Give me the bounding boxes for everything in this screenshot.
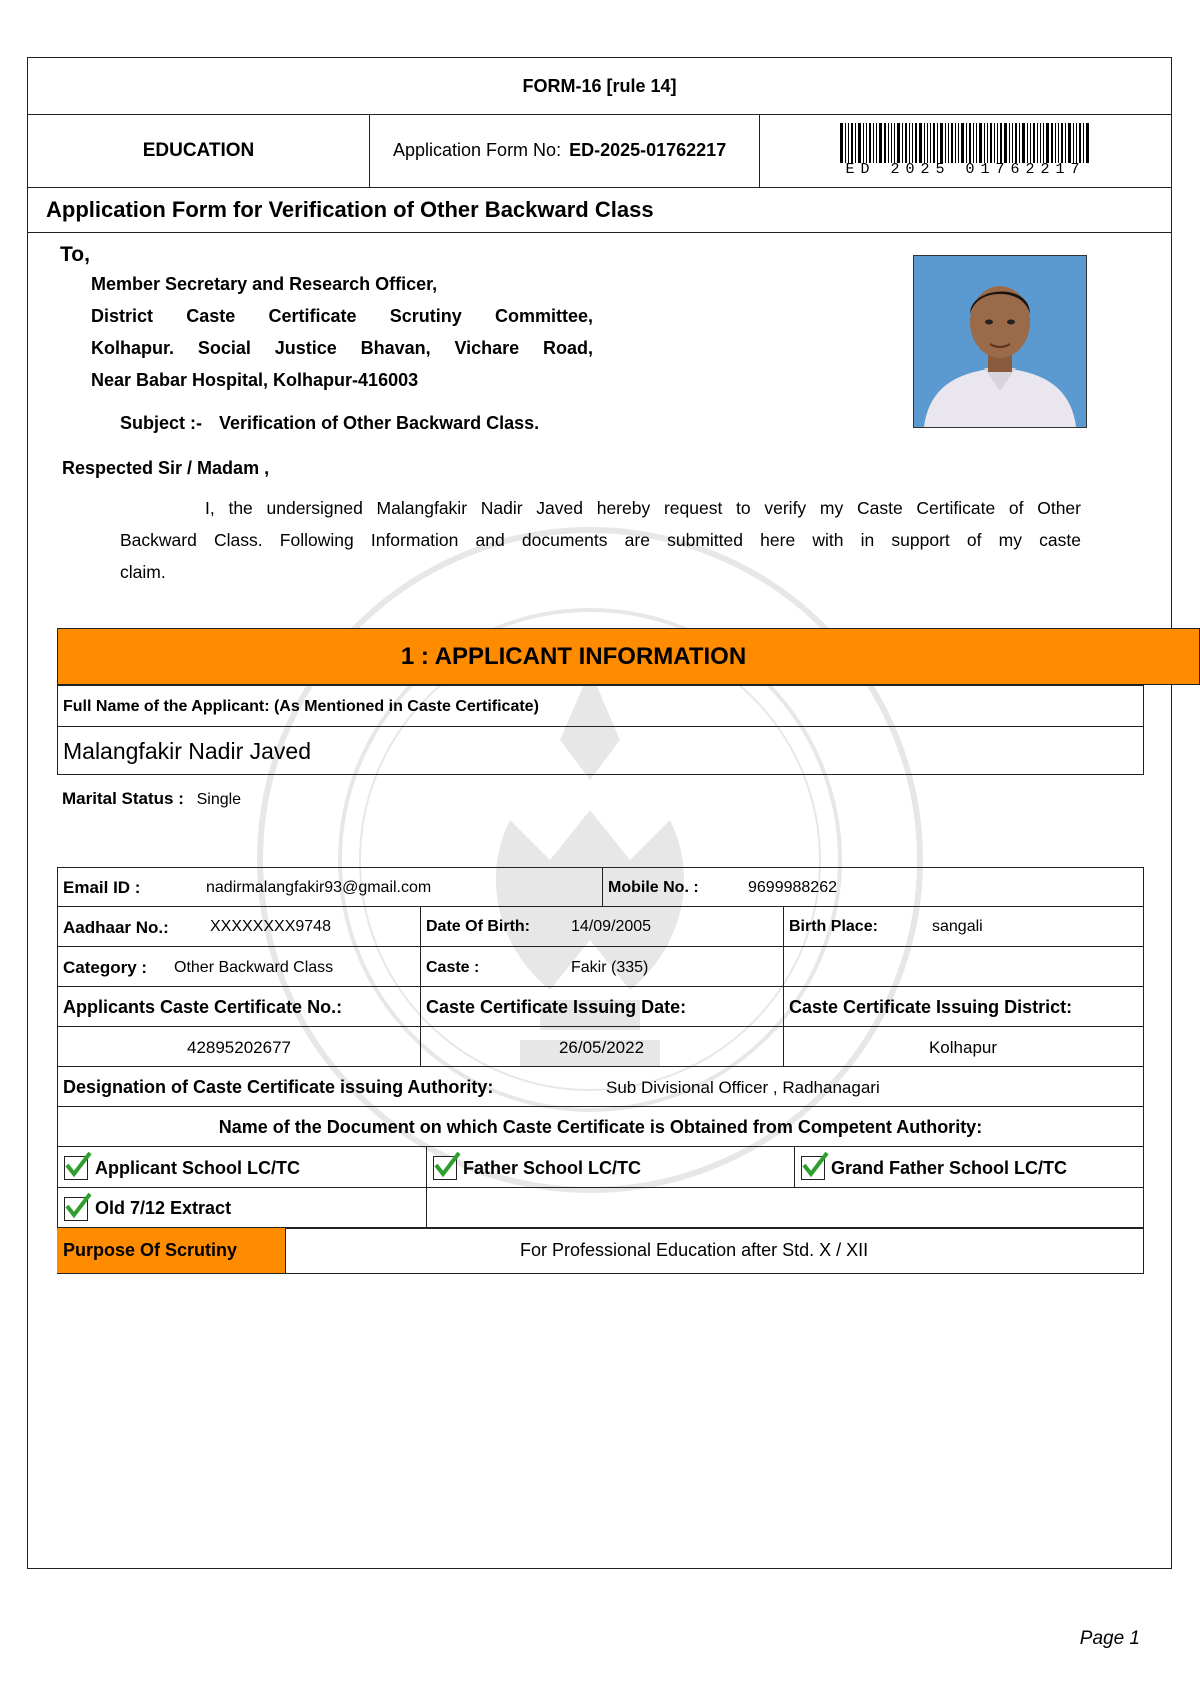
address-line: Near Babar Hospital, Kolhapur-416003 <box>91 370 419 390</box>
barcode-bar <box>984 123 985 163</box>
barcode-bar <box>1037 123 1038 163</box>
barcode-bar <box>840 123 843 163</box>
subject-line <box>120 413 539 434</box>
checkmark-icon <box>63 1190 93 1220</box>
barcode-bar <box>1068 123 1071 163</box>
page-number: Page 1 <box>1079 1628 1140 1649</box>
barcode-bar <box>884 123 886 163</box>
barcode-bar <box>966 123 967 163</box>
barcode-bar <box>1083 123 1084 163</box>
document-label: Applicant School LC/TC <box>95 1158 300 1178</box>
barcode-bar <box>1076 123 1077 163</box>
address-line: Kolhapur. Social Justice Bhavan, Vichare Road, <box>91 338 593 358</box>
barcode-bar <box>937 123 938 163</box>
address-line: District Caste Certificate Scrutiny Committee, <box>91 306 593 326</box>
barcode-bar <box>990 123 992 163</box>
barcode-bar <box>933 123 935 163</box>
birth-place-label: Birth Place: <box>789 918 878 935</box>
barcode-bar <box>1051 123 1053 163</box>
certificate-number-label: Applicants Caste Certificate No.: <box>63 997 343 1017</box>
barcode-bar <box>873 123 874 163</box>
barcode-bar <box>902 123 903 163</box>
barcode-bar <box>869 123 871 163</box>
barcode-bar <box>897 123 900 163</box>
letter-body-line: Backward Class. Following Information and documents are submitted here with in support of my caste <box>120 530 1081 550</box>
marital-status-label: Marital Status : <box>62 789 184 808</box>
letter-body <box>120 492 1081 588</box>
caste-label: Caste : <box>426 959 480 976</box>
barcode-bars <box>840 123 1091 163</box>
barcode-bar <box>1030 123 1031 163</box>
checkmark-icon <box>432 1149 462 1179</box>
documents-row-2 <box>57 1187 1144 1228</box>
checkbox-grandfather-school-lc[interactable] <box>801 1156 825 1180</box>
barcode-bar <box>1040 123 1041 163</box>
barcode-bar <box>930 123 931 163</box>
certificate-values-row <box>57 1026 1144 1067</box>
barcode-bar <box>1004 123 1007 163</box>
document-label: Old 7/12 Extract <box>95 1198 232 1218</box>
barcode-bar <box>1043 123 1044 163</box>
barcode-bar <box>1065 123 1066 163</box>
dob-value: 14/09/2005 <box>571 918 652 935</box>
barcode-bar <box>948 123 949 163</box>
barcode-bar <box>888 123 889 163</box>
document-label: Grand Father School LC/TC <box>831 1158 1068 1178</box>
marital-status-value: Single <box>196 791 242 808</box>
barcode-bar <box>1015 123 1017 163</box>
purpose-label: Purpose Of Scrutiny <box>57 1228 286 1273</box>
barcode-bar <box>955 123 956 163</box>
full-name-label-cell <box>57 685 1144 727</box>
checkmark-icon <box>63 1149 93 1179</box>
birth-place-value: sangali <box>932 918 983 935</box>
barcode-bar <box>866 123 867 163</box>
subject-text: Verification of Other Backward Class. <box>219 413 540 433</box>
barcode-bar <box>876 123 877 163</box>
barcode-bar <box>1012 123 1013 163</box>
authority-row <box>57 1066 1144 1107</box>
checkbox-father-school-lc[interactable] <box>433 1156 457 1180</box>
barcode-bar <box>961 123 964 163</box>
checkbox-applicant-school-lc[interactable] <box>64 1156 88 1180</box>
applicant-photo <box>913 255 1087 428</box>
document-label: Father School LC/TC <box>463 1158 642 1178</box>
authority-value: Sub Divisional Officer , Radhanagari <box>606 1078 880 1097</box>
certificate-date-value: 26/05/2022 <box>558 1038 645 1057</box>
barcode-text: ED 2025 01762217 <box>845 161 1086 178</box>
barcode-bar <box>1086 123 1089 163</box>
category-label: Category : <box>63 958 148 977</box>
barcode-bar <box>987 123 988 163</box>
form-title: FORM-16 [rule 14] <box>28 58 1171 115</box>
mobile-label: Mobile No. : <box>608 879 699 896</box>
email-mobile-row <box>57 867 1144 907</box>
barcode-bar <box>1058 123 1059 163</box>
barcode-bar <box>905 123 907 163</box>
barcode-bar <box>997 123 998 163</box>
email-value: nadirmalangfakir93@gmail.com <box>206 879 432 896</box>
recipient-address <box>91 268 593 396</box>
barcode-bar <box>1027 123 1028 163</box>
barcode-bar <box>940 123 943 163</box>
aadhaar-label: Aadhaar No.: <box>63 918 169 937</box>
barcode-bar <box>855 123 856 163</box>
certificate-number-value: 42895202677 <box>186 1038 291 1057</box>
aadhaar-value: XXXXXXXX9748 <box>210 918 331 935</box>
letter-body-line: I, the undersigned Malangfakir Nadir Javed hereby request to verify my Caste Certificate of Other <box>205 498 1081 518</box>
barcode-bar <box>863 123 864 163</box>
barcode-bar <box>994 123 995 163</box>
barcode-bar <box>1022 123 1025 163</box>
category-value: Other Backward Class <box>174 959 334 976</box>
barcode-bar <box>979 123 982 163</box>
email-label: Email ID : <box>63 878 141 897</box>
barcode-bar <box>927 123 928 163</box>
full-name-value-cell <box>57 727 1144 775</box>
purpose-value: For Professional Education after Std. X / XII <box>520 1240 869 1260</box>
barcode-bar <box>1019 123 1020 163</box>
application-number <box>370 114 760 187</box>
salutation: Respected Sir / Madam , <box>62 458 270 478</box>
barcode-bar <box>958 123 959 163</box>
barcode-bar <box>912 123 913 163</box>
mobile-value: 9699988262 <box>748 879 837 896</box>
authority-label: Designation of Caste Certificate issuing Authority: <box>63 1077 494 1097</box>
application-number-value: ED-2025-01762217 <box>569 140 727 160</box>
barcode-bar <box>891 123 892 163</box>
form-header-row <box>28 114 1171 188</box>
letter-to: To, <box>60 243 90 266</box>
certificate-date-label: Caste Certificate Issuing Date: <box>426 997 687 1017</box>
barcode-bar <box>1033 123 1035 163</box>
barcode-bar <box>976 123 977 163</box>
full-name-label: Full Name of the Applicant: (As Mentioned in Caste Certificate) <box>63 698 539 715</box>
letter-body-line: claim. <box>120 562 166 582</box>
certificate-district-label: Caste Certificate Issuing District: <box>789 997 1073 1017</box>
barcode-bar <box>879 123 882 163</box>
barcode-bar <box>894 123 895 163</box>
barcode-bar <box>1079 123 1081 163</box>
checkmark-icon <box>800 1149 830 1179</box>
barcode-bar <box>1055 123 1056 163</box>
department-label: EDUCATION <box>28 114 370 187</box>
marital-status <box>62 789 241 809</box>
barcode-bar <box>915 123 917 163</box>
address-line: Member Secretary and Research Officer, <box>91 274 438 294</box>
subject-label: Subject :- <box>120 413 203 433</box>
barcode-bar <box>919 123 922 163</box>
aadhaar-dob-row <box>57 906 1144 947</box>
barcode-bar <box>945 123 946 163</box>
checkbox-old-7-12-extract[interactable] <box>64 1197 88 1221</box>
category-caste-row <box>57 946 1144 987</box>
section-applicant-information-header <box>57 628 1200 685</box>
certificate-district-value: Kolhapur <box>928 1038 998 1057</box>
caste-value: Fakir (335) <box>571 959 649 976</box>
barcode-bar <box>848 123 849 163</box>
barcode-bar <box>951 123 953 163</box>
full-name-value: Malangfakir Nadir Javed <box>63 738 312 764</box>
barcode-bar <box>1061 123 1063 163</box>
barcode-bar <box>845 123 846 163</box>
documents-header-row <box>57 1106 1144 1147</box>
dob-label: Date Of Birth: <box>426 918 530 935</box>
section-title: 1 : APPLICANT INFORMATION <box>400 642 747 670</box>
barcode-bar <box>851 123 853 163</box>
barcode-bar <box>1009 123 1010 163</box>
documents-row-1 <box>57 1146 1144 1188</box>
barcode-bar <box>1000 123 1002 163</box>
barcode-bar <box>1046 123 1049 163</box>
certificate-header-row <box>57 986 1144 1027</box>
form-heading: Application Form for Verification of Other Backward Class <box>28 187 1171 233</box>
barcode-bar <box>924 123 925 163</box>
application-number-label: Application Form No: <box>393 140 562 160</box>
barcode <box>760 114 1171 187</box>
barcode-bar <box>1073 123 1074 163</box>
barcode-bar <box>858 123 861 163</box>
barcode-bar <box>969 123 971 163</box>
documents-label: Name of the Document on which Caste Certificate is Obtained from Competent Authority: <box>218 1117 983 1137</box>
barcode-bar <box>973 123 974 163</box>
barcode-bar <box>909 123 910 163</box>
person-photo-icon <box>914 256 1086 427</box>
